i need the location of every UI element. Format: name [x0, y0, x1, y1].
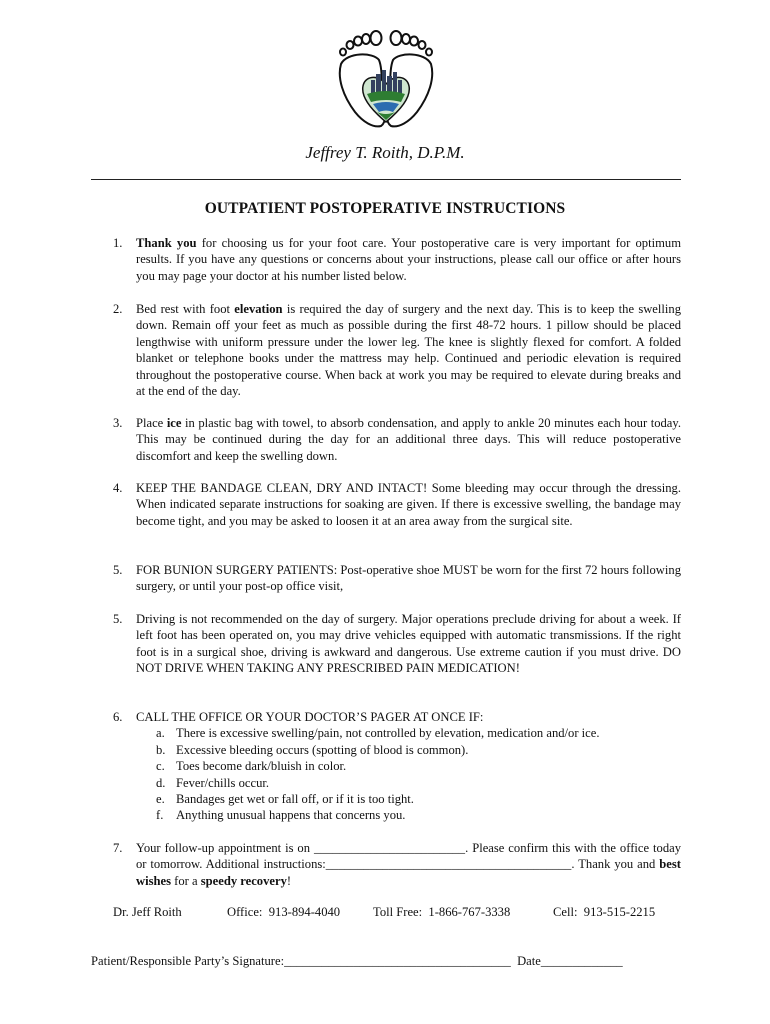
sub-item-letter: c.: [156, 759, 165, 774]
instruction-item: [113, 840, 681, 889]
sub-item: [131, 791, 681, 807]
item-number: 1.: [113, 236, 123, 250]
instruction-item: [113, 301, 681, 399]
signature-line: [91, 954, 623, 969]
office-phone: Office: 913-894-4040: [227, 905, 341, 919]
item-text: FOR BUNION SURGERY PATIENTS: Post-operative shoe MUST be worn for the first 72 hours following surgery, or until your post-op office visit,: [136, 563, 681, 594]
item-text: KEEP THE BANDAGE CLEAN, DRY AND INTACT! Some bleeding may occur through the dressing. When indicated separate instructions for soaking are given. If there is excessive swelling, the bandage may become tight, and you may be asked to loosen it at an area away from the surgical site.: [136, 481, 681, 528]
item-text: CALL THE OFFICE OR YOUR DOCTOR’S PAGER AT ONCE IF:: [136, 710, 484, 724]
item-emphasis: speedy recovery: [200, 873, 287, 888]
sub-item-letter: b.: [156, 742, 166, 757]
item-text: !: [286, 873, 292, 888]
feet-logo-icon: [333, 30, 439, 132]
doctor-contact-name: Dr. Jeff Roith: [113, 905, 182, 919]
item-number: 3.: [113, 416, 123, 430]
page-title: OUTPATIENT POSTOPERATIVE INSTRUCTIONS: [204, 200, 566, 217]
sub-item-text: Anything unusual happens that concerns you.: [176, 808, 406, 823]
item-emphasis: elevation: [234, 302, 283, 316]
instruction-item: [113, 709, 681, 824]
item-number: 2.: [113, 302, 123, 316]
item-text: for a: [171, 873, 201, 888]
cell-phone: Cell: 913-515-2215: [553, 905, 656, 919]
item-number: 5.: [113, 563, 123, 577]
instruction-item: [113, 415, 681, 464]
item-text: Bed rest with foot: [136, 302, 235, 316]
instruction-item: [113, 562, 681, 595]
instruction-item: [113, 235, 681, 284]
item-emphasis: ice: [166, 416, 182, 430]
doctor-name: Jeffrey T. Roith, D.P.M.: [305, 143, 465, 162]
signature-field[interactable]: Patient/Responsible Party’s Signature:____________________________________: [91, 954, 511, 968]
sub-item: [131, 807, 681, 823]
date-field[interactable]: Date_____________: [517, 954, 623, 968]
item-emphasis: best wishes: [136, 857, 681, 888]
item-text: Your follow-up appointment is on ________________________. Please confirm this with the office today or tomorrow. Additional instructions:_______________________________________. Thank you and: [136, 841, 681, 872]
item-emphasis: Thank you: [136, 236, 197, 250]
sub-item-letter: e.: [156, 792, 165, 807]
instruction-item: [113, 611, 681, 677]
sub-item: [131, 758, 681, 774]
sub-item: [131, 775, 681, 791]
item-text: for choosing us for your foot care. Your postoperative care is very important for optimum results. If you have any questions or concerns about your instructions, please call our office or after hours you may page your doctor at his number listed below.: [136, 236, 681, 283]
sub-item-letter: d.: [156, 775, 166, 790]
sub-item-text: Fever/chills occur.: [176, 775, 270, 790]
sub-item: [131, 725, 681, 741]
header-divider: [91, 179, 681, 180]
sub-item-text: Toes become dark/bluish in color.: [176, 759, 347, 774]
instruction-item: [113, 480, 681, 529]
sub-item-letter: f.: [156, 808, 164, 823]
sub-item-text: Bandages get wet or fall off, or if it is too tight.: [176, 792, 414, 807]
sub-item-text: There is excessive swelling/pain, not controlled by elevation, medication and/or ice.: [176, 726, 600, 741]
item-number: 5.: [113, 612, 123, 626]
item-number: 4.: [113, 481, 123, 495]
sub-item-text: Excessive bleeding occurs (spotting of blood is common).: [176, 742, 469, 757]
toll-free-phone: Toll Free: 1-866-767-3338: [373, 905, 511, 919]
item-text: in plastic bag with towel, to absorb condensation, and apply to ankle 20 minutes each hour today. This may be continued during the day for an additional three days. This will reduce postoperative discomfort and keep the swelling down.: [136, 416, 682, 463]
item-number: 6.: [113, 710, 123, 724]
item-number: 7.: [113, 841, 123, 855]
item-text: is required the day of surgery and the next day. This is to keep the swelling down. Remain off your feet as much as possible during the first 48-72 hours. 1 pillow should be placed lengthwise with uniform pressure under the lower leg. The knee is slightly flexed for comfort. A folded blanket or telephone books under the mattress may help. Continued and periodic elevation is required throughout the postoperative course. When back at work you may be required to elevate during breaks and at the end of the day.: [136, 302, 681, 399]
sub-item: [131, 742, 681, 758]
item-text: Driving is not recommended on the day of surgery. Major operations preclude driving for about a week. If left foot has been operated on, you may drive vehicles equipped with automatic transmissions. If the right foot is in a surgical shoe, driving is awkward and dangerous. Use extreme caution if you must drive. DO NOT DRIVE WHEN TAKING ANY PRESCRIBED PAIN MEDICATION!: [136, 612, 681, 676]
sub-item-letter: a.: [156, 726, 165, 741]
item-text: Place: [136, 416, 167, 430]
